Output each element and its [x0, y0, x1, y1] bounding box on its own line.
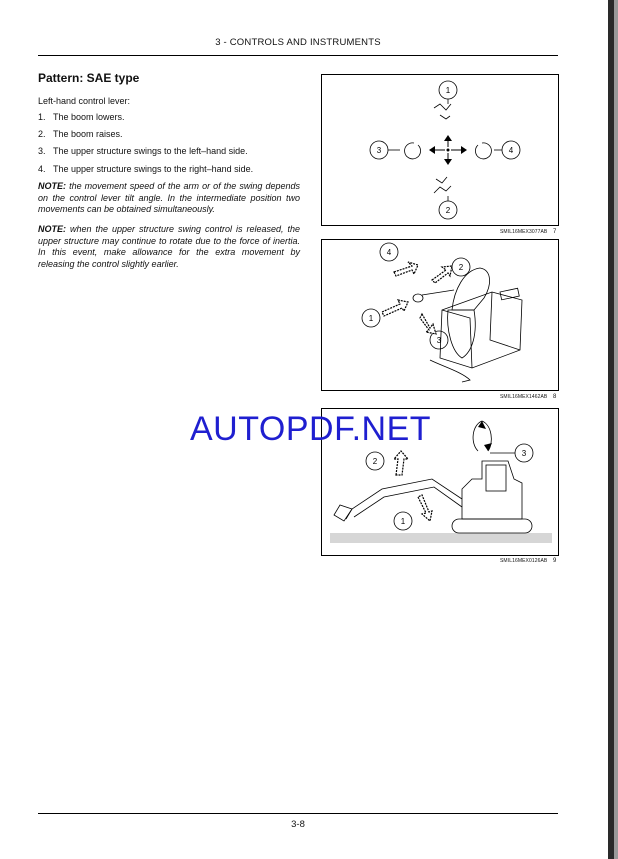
- figure-ref: SMIL16MEX1462AB: [500, 394, 548, 400]
- callout-label: 3: [436, 336, 442, 345]
- section-header: 3 - CONTROLS AND INSTRUMENTS: [215, 37, 381, 48]
- figure-number: 8: [553, 394, 557, 400]
- figure-number: 7: [553, 229, 557, 235]
- callout-label: 2: [372, 457, 378, 466]
- callout-label: 2: [458, 263, 464, 272]
- callout-label: 1: [400, 517, 406, 526]
- track: [452, 519, 532, 533]
- boom-down-icon: [434, 104, 451, 119]
- step-item: 4. The upper structure swings to the right–hand side.: [38, 163, 254, 174]
- console-body: [440, 292, 522, 368]
- pivot-icon: [413, 294, 423, 302]
- step-item: 3. The upper structure swings to the left–hand side.: [38, 146, 248, 157]
- arrow-boom-lower-icon: [418, 495, 432, 521]
- arrow-right-swing-icon: [420, 314, 436, 334]
- callout-label: 1: [445, 86, 451, 95]
- header-rule: [38, 55, 558, 56]
- boom-up-icon: [434, 177, 451, 193]
- lever-illustration: [322, 240, 558, 390]
- bucket: [334, 505, 352, 521]
- rotate-right-icon: [475, 143, 491, 159]
- step-item: 1. The boom lowers.: [38, 112, 125, 122]
- note-speed: NOTE: the movement speed of the arm or of the swing depends on the control lever tilt angle. In the intermediate position two movements can be obtained simultaneously.: [38, 181, 300, 214]
- callout-label: 4: [508, 146, 514, 155]
- callout-label: 3: [521, 449, 527, 458]
- lever-grip: [452, 268, 490, 310]
- pattern-title: Pattern: SAE type: [38, 71, 140, 85]
- arrow-boom-raise-icon: [394, 451, 408, 475]
- figure-lever: [321, 239, 559, 391]
- callout-label: 4: [386, 248, 392, 257]
- note-inertia: NOTE: when the upper structure swing control is released, the upper structure may continue to rotate due to the force of inertia. In this event, make allowance for the extra movement by releasing the control slightly earlier.: [38, 224, 300, 269]
- figure-number: 9: [553, 558, 557, 564]
- arrow-up-icon: [444, 135, 452, 141]
- watermark: AUTOPDF.NET: [190, 410, 432, 448]
- callout-label: 1: [368, 314, 374, 323]
- arrow-right-icon: [461, 146, 467, 154]
- callout-label: 2: [445, 206, 451, 215]
- handle: [430, 360, 470, 382]
- rotate-left-icon: [405, 143, 421, 159]
- step-item: 2. The boom raises.: [38, 129, 123, 140]
- page-number: 3-8: [291, 819, 305, 830]
- arrow-boom-lower-icon: [382, 300, 408, 316]
- cab-window: [486, 465, 506, 491]
- page-edge-light: [614, 0, 618, 859]
- figure-control-pattern: [321, 74, 559, 226]
- lever-label: Left-hand control lever:: [38, 96, 131, 106]
- upper-structure: [462, 461, 522, 519]
- step-list: [38, 112, 300, 181]
- figure-ref: SMIL16MEX3077AB: [500, 229, 548, 235]
- control-pattern-diagram: [322, 75, 558, 225]
- arrow-left-icon: [429, 146, 435, 154]
- ground: [330, 533, 552, 543]
- boom: [346, 479, 462, 519]
- arrow-down-icon: [444, 159, 452, 165]
- figure-ref: SMIL16MEX0126AB: [500, 558, 548, 564]
- footer-rule: [38, 813, 558, 814]
- callout-label: 3: [376, 146, 382, 155]
- lever-center-dot: [447, 149, 450, 152]
- arrow-swing-icon: [484, 443, 492, 451]
- arrow-left-swing-icon: [394, 262, 418, 276]
- arrow-boom-raise-icon: [432, 266, 452, 283]
